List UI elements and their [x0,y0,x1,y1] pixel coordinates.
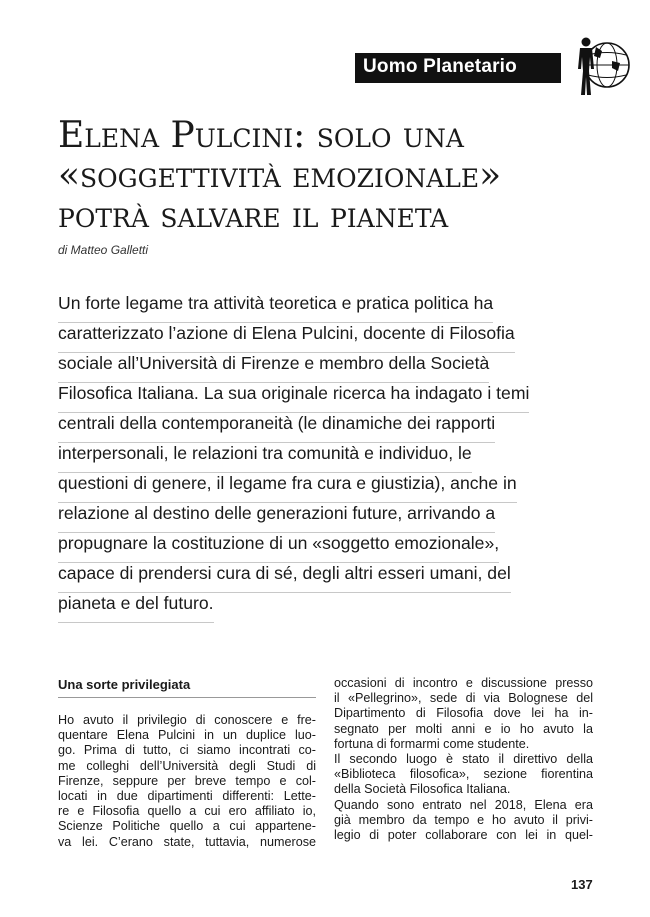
body-line: legio di poter collaborare con lei in quel- [334,827,593,842]
lead-line: relazione al destino delle generazioni future, arrivando a [58,503,495,533]
section-tag-label: Uomo Planetario [363,56,517,77]
body-line: go. Prima di tutto, ci siamo incontrati co- [58,743,316,758]
lead-paragraph [58,293,558,623]
body-line: il «Pellegrino», sede di via Bolognese del [334,691,593,706]
body-line: segnato per molti anni e io ho avuto la [334,721,593,736]
title-line: «soggettività emozionale» [58,155,502,196]
body-line: Scienze Politiche quello a cui appartene- [58,819,316,834]
lead-line: centrali della contemporaneità (le dinamiche dei rapporti [58,413,495,443]
body-line: fortuna di formarmi come studente. [334,736,530,751]
body-line: quentare Elena Pulcini in un duplice luo- [58,728,316,743]
body-line: della Società Filosofica Italiana. [334,782,511,797]
body-line: locati in due dipartimenti differenti: Lette- [58,788,316,803]
body-line: Il secondo luogo è stato il direttivo della [334,751,593,766]
body-line: Dipartimento di Filosofia dove lei ha in- [334,706,593,721]
body-line: Ho avuto il privilegio di conoscere e fre- [58,713,316,727]
man-with-globe-icon [566,33,632,99]
body-line: Firenze, seppure per breve tempo e col- [58,773,316,788]
lead-line: capace di prendersi cura di sé, degli altri esseri umani, del [58,563,511,593]
page-number: 137 [571,877,593,892]
article-title [58,116,618,236]
byline: di Matteo Galletti [58,243,149,257]
body-column-left [58,676,316,850]
lead-line: pianeta e del futuro. [58,593,214,623]
title-line: potrà salvare il pianeta [58,195,449,236]
lead-line: caratterizzato l’azione di Elena Pulcini, docente di Filosofia [58,323,515,353]
lead-line: Un forte legame tra attività teoretica e pratica politica ha [58,293,493,323]
body-line: Quando sono entrato nel 2018, Elena era [334,797,593,812]
lead-line: Filosofica Italiana. La sua originale ricerca ha indagato i temi [58,383,529,413]
section-subheading: Una sorte privilegiata [58,676,316,698]
title-line: Elena Pulcini: solo una [58,115,464,156]
body-line: me colleghi dell’Università degli Studi di [58,758,316,773]
lead-line: interpersonali, le relazioni tra comunità e individuo, le [58,443,472,473]
lead-line: sociale all’Università di Firenze e membro della Società [58,353,489,383]
body-line: re e Filosofia quello a cui ero affiliato io, [58,804,316,819]
body-column-right [334,676,593,843]
body-line: «Biblioteca filosofica», sezione fiorentina [334,767,593,782]
lead-line: questioni di genere, il legame fra cura e giustizia), anche in [58,473,517,503]
body-line: va lei. C’erano state, tuttavia, numerose [58,834,316,849]
body-line: già membro da tempo e ho avuto il privi- [334,812,593,827]
lead-line: propugnare la costituzione di un «soggetto emozionale», [58,533,499,563]
section-tag [355,53,561,83]
body-line: occasioni di incontro e discussione presso [334,676,593,690]
